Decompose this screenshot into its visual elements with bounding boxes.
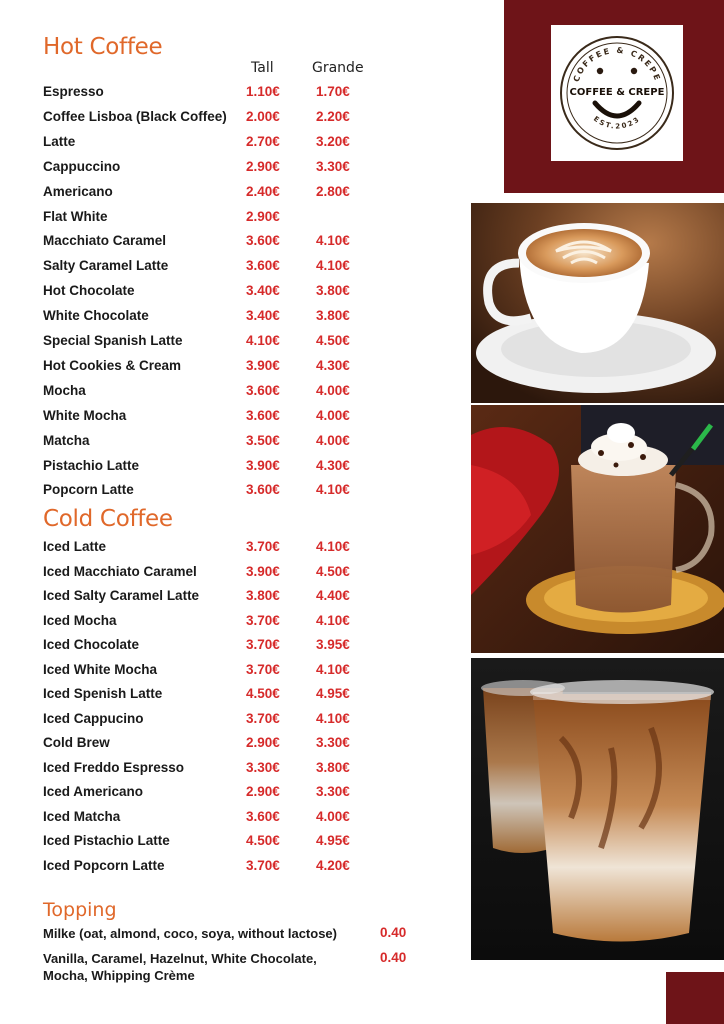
price-tall: 3.70€ [246, 539, 280, 554]
logo [551, 25, 683, 161]
menu-item-row [0, 209, 460, 231]
price-tall: 2.90€ [246, 158, 280, 174]
logo-center-text: COFFEE & CREPE [569, 87, 665, 98]
menu-item-row [0, 809, 460, 831]
topping-price: 0.40 [380, 925, 407, 940]
price-grande: 4.95€ [316, 833, 350, 848]
menu-item-row [0, 184, 460, 206]
menu-item-name: Iced Matcha [43, 808, 121, 824]
price-grande: 4.20€ [316, 857, 350, 873]
price-grande: 2.80€ [316, 183, 350, 199]
topping-row [0, 925, 470, 945]
topping-title: Topping [43, 899, 117, 921]
menu-item-name: Matcha [43, 432, 90, 448]
menu-item-row [0, 833, 460, 855]
menu-item-row [0, 383, 460, 405]
price-tall: 3.70€ [246, 661, 280, 677]
price-grande: 4.50€ [316, 333, 350, 348]
menu-item-row [0, 637, 460, 659]
price-grande: 4.00€ [316, 808, 350, 824]
price-grande: 4.00€ [316, 432, 350, 448]
price-grande: 3.80€ [316, 283, 350, 299]
menu-item-row [0, 358, 460, 380]
menu-item-name: Mocha [43, 382, 86, 398]
topping-price: 0.40 [380, 950, 407, 965]
price-tall: 2.40€ [246, 183, 280, 199]
price-grande: 4.50€ [316, 563, 350, 579]
price-grande: 3.30€ [316, 735, 350, 750]
hot-latte-art-cup-photo [471, 203, 724, 403]
price-tall: 3.60€ [246, 258, 280, 274]
menu-item-name: Popcorn Latte [43, 482, 134, 498]
price-grande: 4.00€ [316, 382, 350, 398]
price-tall: 3.40€ [246, 308, 280, 324]
menu-item-row [0, 258, 460, 280]
menu-item-name: White Chocolate [43, 308, 149, 324]
menu-item-name: Iced Mocha [43, 612, 117, 628]
price-tall: 2.90€ [246, 735, 280, 750]
price-tall: 3.90€ [246, 563, 280, 579]
menu-item-row [0, 159, 460, 181]
price-grande: 4.10€ [316, 710, 350, 726]
menu-item-row [0, 482, 460, 504]
menu-item-row [0, 662, 460, 684]
menu-item-name: Hot Chocolate [43, 283, 135, 299]
menu-item-row [0, 109, 460, 131]
price-grande: 4.95€ [316, 686, 350, 701]
menu-item-row [0, 433, 460, 455]
menu-item-row [0, 564, 460, 586]
logo-bottom-text: EST.2023 [591, 114, 643, 131]
column-header-tall: Tall [251, 60, 274, 76]
menu-item-row [0, 613, 460, 635]
menu-item-name: Iced Chocolate [43, 637, 140, 652]
menu-item-name: Iced Americano [43, 784, 144, 799]
menu-item-row [0, 735, 460, 757]
price-grande: 2.20€ [316, 108, 350, 124]
price-tall: 2.90€ [246, 784, 280, 799]
price-tall: 3.60€ [246, 808, 280, 824]
menu-item-name: Salty Caramel Latte [43, 258, 169, 274]
menu-item-row [0, 408, 460, 430]
menu-item-name: Special Spanish Latte [43, 333, 183, 348]
menu-item-name: Iced Popcorn Latte [43, 857, 165, 873]
price-tall: 1.10€ [246, 84, 280, 99]
topping-name: Milke (oat, almond, coco, soya, without lactose) [43, 926, 337, 941]
price-grande: 4.10€ [316, 539, 350, 554]
menu-item-name: Cold Brew [43, 735, 110, 750]
price-grande: 3.30€ [316, 784, 350, 799]
topping-row [0, 950, 470, 986]
price-tall: 3.40€ [246, 283, 280, 299]
menu-item-name: Flat White [43, 208, 108, 224]
menu-item-name: Iced Latte [43, 539, 107, 554]
price-tall: 3.70€ [246, 710, 280, 726]
menu-item-row [0, 134, 460, 156]
price-grande: 4.10€ [316, 612, 350, 628]
price-tall: 3.60€ [246, 407, 280, 423]
menu-item-name: Iced Pistachio Latte [43, 833, 170, 848]
price-grande: 4.00€ [316, 407, 350, 423]
price-grande: 4.30€ [316, 357, 350, 373]
price-tall: 2.90€ [246, 208, 280, 224]
menu-item-name: Iced Spenish Latte [43, 686, 163, 701]
menu-item-row [0, 84, 460, 106]
price-grande: 4.10€ [316, 233, 350, 249]
menu-item-name: Latte [43, 133, 76, 149]
menu-item-row [0, 333, 460, 355]
price-tall: 4.50€ [246, 686, 280, 701]
price-grande: 3.95€ [316, 637, 350, 652]
cold-coffee-title: Cold Coffee [43, 506, 173, 532]
menu-item-name: Coffee Lisboa (Black Coffee) [43, 108, 227, 124]
menu-item-name: Macchiato Caramel [43, 233, 167, 249]
menu-item-row [0, 760, 460, 782]
price-tall: 3.90€ [246, 457, 280, 473]
price-grande: 1.70€ [316, 84, 350, 99]
menu-item-name: White Mocha [43, 407, 127, 423]
hot-chocolate-mug-photo [471, 405, 724, 653]
menu-item-name: Iced Freddo Espresso [43, 759, 185, 775]
price-tall: 2.00€ [246, 108, 280, 124]
menu-item-row [0, 308, 460, 330]
price-grande: 4.30€ [316, 457, 350, 473]
menu-item-row [0, 458, 460, 480]
price-tall: 3.50€ [246, 432, 280, 448]
column-header-grande: Grande [312, 60, 364, 76]
menu-item-row [0, 686, 460, 708]
logo-top-text: COFFEE & CREPE [571, 45, 663, 84]
price-grande: 4.40€ [316, 588, 350, 603]
logo-seal-icon [551, 25, 683, 161]
price-tall: 4.10€ [246, 333, 280, 348]
price-tall: 3.80€ [246, 588, 280, 603]
price-grande: 4.10€ [316, 258, 350, 274]
price-tall: 3.90€ [246, 357, 280, 373]
price-grande: 4.10€ [316, 482, 350, 498]
menu-item-name: Pistachio Latte [43, 457, 140, 473]
topping-name: Vanilla, Caramel, Hazelnut, White Chocolate, Mocha, Whipping Crème [43, 951, 317, 983]
menu-item-row [0, 784, 460, 806]
price-grande: 3.80€ [316, 308, 350, 324]
price-tall: 4.50€ [246, 833, 280, 848]
brand-band-bottom [666, 972, 724, 1024]
menu-item-row [0, 233, 460, 255]
hot-coffee-title: Hot Coffee [43, 34, 163, 60]
iced-coffee-cups-photo [471, 658, 724, 960]
menu-item-name: Iced Salty Caramel Latte [43, 588, 200, 603]
price-grande: 3.20€ [316, 133, 350, 149]
menu-item-name: Espresso [43, 84, 104, 99]
svg-text:COFFEE & CREPE [572, 46, 663, 83]
price-tall: 3.60€ [246, 233, 280, 249]
menu-item-row [0, 588, 460, 610]
price-tall: 3.70€ [246, 612, 280, 628]
price-tall: 3.60€ [246, 382, 280, 398]
price-grande: 3.30€ [316, 158, 350, 174]
menu-item-name: Hot Cookies & Cream [43, 357, 182, 373]
price-tall: 3.70€ [246, 857, 280, 873]
price-tall: 2.70€ [246, 133, 280, 149]
price-tall: 3.70€ [246, 637, 280, 652]
price-tall: 3.30€ [246, 759, 280, 775]
price-grande: 3.80€ [316, 759, 350, 775]
menu-item-row [0, 711, 460, 733]
menu-item-name: Iced Macchiato Caramel [43, 563, 197, 579]
menu-item-row [0, 858, 460, 880]
menu-item-name: Americano [43, 183, 113, 199]
menu-item-name: Iced White Mocha [43, 661, 158, 677]
price-tall: 3.60€ [246, 482, 280, 498]
menu-item-row [0, 283, 460, 305]
menu-item-name: Cappuccino [43, 158, 121, 174]
price-grande: 4.10€ [316, 661, 350, 677]
menu-item-row [0, 539, 460, 561]
menu-item-name: Iced Cappucino [43, 710, 144, 726]
